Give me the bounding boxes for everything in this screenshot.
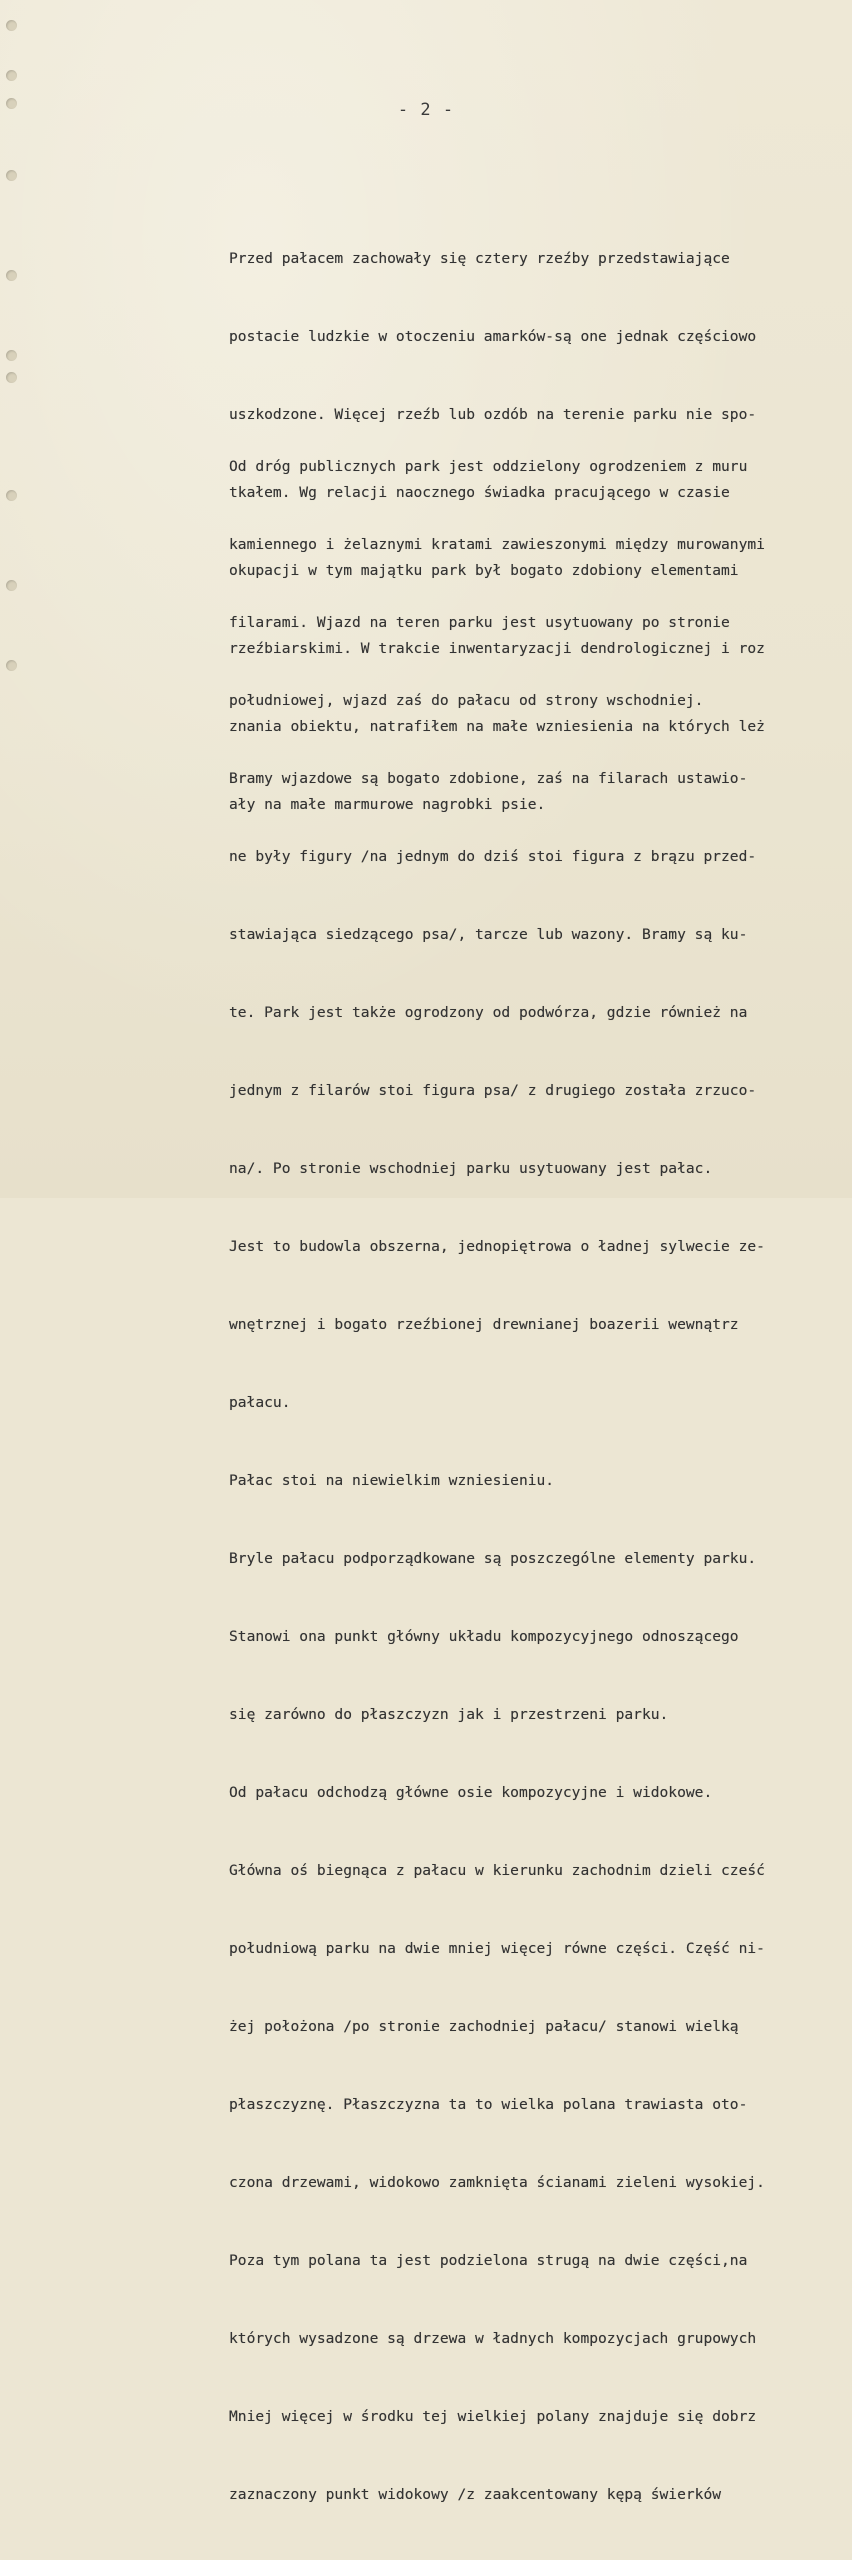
punch-hole [6, 580, 17, 591]
punch-hole [6, 372, 17, 383]
text-line: Główna oś biegnąca z pałacu w kierunku zachodnim dzieli cześć [229, 1862, 765, 1879]
text-line: kamiennego i żelaznymi kratami zawieszonymi między murowanymi [229, 536, 765, 553]
punch-hole [6, 170, 17, 181]
punch-hole [6, 270, 17, 281]
text-line: postacie ludzkie w otoczeniu amarków-są one jednak częściowo [229, 328, 757, 345]
text-line: te. Park jest także ogrodzony od podwórza, gdzie również na [229, 1004, 748, 1021]
text-line: czona drzewami, widokowo zamknięta ścianami zieleni wysokiej. [229, 2174, 765, 2191]
text-line: zaznaczony punkt widokowy /z zaakcentowany kępą świerków [229, 2486, 722, 2503]
text-line: uszkodzone. Więcej rzeźb lub ozdób na terenie parku nie spo- [229, 406, 757, 423]
text-line: na/. Po stronie wschodniej parku usytuowany jest pałac. [229, 1160, 713, 1177]
text-line: wnętrznej i bogato rzeźbionej drewnianej boazerii wewnątrz [229, 1316, 739, 1333]
punch-hole [6, 660, 17, 671]
text-line: znania obiektu, natrafiłem na małe wzniesienia na których leż [229, 718, 765, 735]
text-line: ały na małe marmurowe nagrobki psie. [229, 796, 546, 813]
text-line: Jest to budowla obszerna, jednopiętrowa o ładnej sylwecie ze- [229, 1238, 765, 1255]
text-line: Od dróg publicznych park jest oddzielony ogrodzeniem z muru [229, 458, 748, 475]
text-line: okupacji w tym majątku park był bogato zdobiony elementami [229, 562, 739, 579]
punch-hole [6, 350, 17, 361]
text-line: ne były figury /na jednym do dziś stoi figura z brązu przed- [229, 848, 757, 865]
text-line: których wysadzone są drzewa w ładnych kompozycjach grupowych [229, 2330, 757, 2347]
text-line: tkałem. Wg relacji naocznego świadka pracującego w czasie [229, 484, 730, 501]
text-line: stawiająca siedzącego psa/, tarcze lub wazony. Bramy są ku- [229, 926, 748, 943]
text-line: Bramy wjazdowe są bogato zdobione, zaś na filarach ustawio- [229, 770, 748, 787]
text-line: południowej, wjazd zaś do pałacu od strony wschodniej. [229, 692, 704, 709]
text-line: południową parku na dwie mniej więcej równe części. Część ni- [229, 1940, 765, 1957]
text-line: pałacu. [229, 1394, 291, 1411]
text-line: Bryle pałacu podporządkowane są poszczególne elementy parku. [229, 1550, 757, 1567]
punch-hole [6, 70, 17, 81]
text-line: się zarówno do płaszczyzn jak i przestrzeni parku. [229, 1706, 669, 1723]
text-line: Od pałacu odchodzą główne osie kompozycyjne i widokowe. [229, 1784, 713, 1801]
text-line: żej położona /po stronie zachodniej pałacu/ stanowi wielką [229, 2018, 739, 2035]
text-line: Poza tym polana ta jest podzielona strugą na dwie części,na [229, 2252, 748, 2269]
text-line: Pałac stoi na niewielkim wzniesieniu. [229, 1472, 555, 1489]
punch-hole [6, 490, 17, 501]
punch-hole [6, 20, 17, 31]
text-line: rzeźbiarskimi. W trakcie inwentaryzacji dendrologicznej i roz [229, 640, 765, 657]
text-line: Stanowi ona punkt główny układu kompozycyjnego odnoszącego [229, 1628, 739, 1645]
text-line: filarami. Wjazd na teren parku jest usytuowany po stronie [229, 614, 730, 631]
paragraph-2 [229, 402, 851, 2560]
page-number: - 2 - [397, 100, 455, 120]
text-line: Mniej więcej w środku tej wielkiej polany znajduje się dobrz [229, 2408, 757, 2425]
text-line: jednym z filarów stoi figura psa/ z drugiego została zrzuco- [229, 1082, 757, 1099]
text-line: Przed pałacem zachowały się cztery rzeźby przedstawiające [229, 250, 730, 267]
text-line: płaszczyznę. Płaszczyzna ta to wielka polana trawiasta oto- [229, 2096, 748, 2113]
